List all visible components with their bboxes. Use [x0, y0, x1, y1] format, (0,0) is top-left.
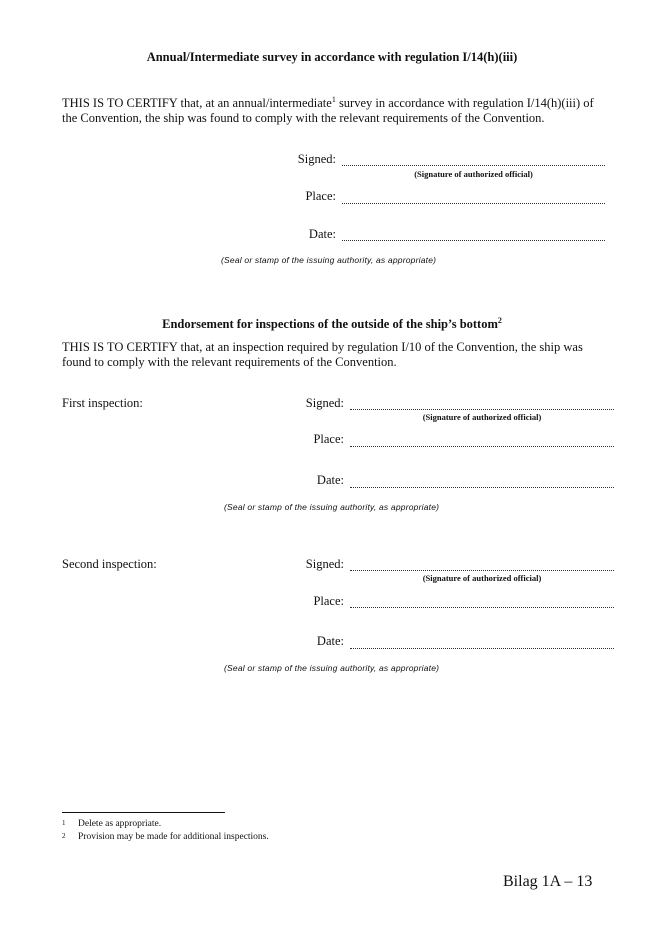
second-inspection-signature-caption: (Signature of authorized official) [422, 573, 542, 583]
first-inspection-place-line[interactable] [350, 446, 614, 447]
footnote-separator [62, 812, 225, 813]
second-inspection-date-label: Date: [316, 634, 344, 648]
first-inspection-date-label: Date: [316, 473, 344, 487]
section1-heading: Annual/Intermediate survey in accordance with regulation I/14(h)(iii) [146, 50, 518, 64]
section1-paragraph-start: THIS IS TO CERTIFY that, at an annual/intermediate [62, 96, 332, 110]
section1-paragraph-end: survey in accordance with regulation I/14(h)(iii) of the Convention, the ship was found to comply with the relevant requirements of the Convention. [62, 96, 594, 125]
first-inspection-label: First inspection: [62, 396, 143, 410]
section1-date-label: Date: [308, 227, 336, 241]
footnote-ref-2: 2 [497, 316, 502, 325]
section1-place-label: Place: [305, 189, 336, 203]
section1-signature-caption: (Signature of authorized official) [414, 169, 533, 179]
footnote-1-number: 1 [62, 819, 66, 827]
first-inspection-signed-line[interactable] [350, 409, 614, 410]
section1-seal-text: (Seal or stamp of the issuing authority, as appropriate) [221, 255, 437, 265]
section1-signed-line[interactable] [342, 165, 605, 166]
section2-heading [0, 316, 664, 332]
section2-paragraph: THIS IS TO CERTIFY that, at an inspection required by regulation I/10 of the Convention, the ship was found to comply with the relevant requirements of the Convention. [62, 340, 583, 369]
section1-place-line[interactable] [342, 203, 605, 204]
second-inspection-place-line[interactable] [350, 607, 614, 608]
section1-paragraph [62, 96, 607, 126]
second-inspection-seal-text: (Seal or stamp of the issuing authority, as appropriate) [224, 663, 440, 673]
footnote-ref-1: 1 [331, 94, 336, 104]
second-inspection-signed-label: Signed: [305, 557, 344, 571]
section2-heading-text: Endorsement for inspections of the outside of the ship’s bottom [162, 317, 498, 332]
first-inspection-signature-caption: (Signature of authorized official) [422, 412, 542, 422]
first-inspection-signed-label: Signed: [305, 396, 344, 410]
second-inspection-date-line[interactable] [350, 648, 614, 649]
second-inspection-label: Second inspection: [62, 557, 157, 571]
first-inspection-seal-text: (Seal or stamp of the issuing authority, as appropriate) [224, 502, 440, 512]
footnote-2-text: Provision may be made for additional inspections. [78, 832, 269, 842]
section1-date-line[interactable] [342, 240, 605, 241]
footnote-2 [62, 832, 269, 842]
footnote-1 [62, 819, 161, 829]
footnote-1-text: Delete as appropriate. [78, 819, 162, 829]
second-inspection-place-label: Place: [313, 594, 344, 608]
page-number: Bilag 1A – 13 [503, 873, 593, 890]
footnote-2-number: 2 [62, 832, 66, 840]
first-inspection-date-line[interactable] [350, 487, 614, 488]
second-inspection-signed-line[interactable] [350, 570, 614, 571]
first-inspection-place-label: Place: [313, 432, 344, 446]
section1-signed-label: Signed: [297, 152, 336, 166]
